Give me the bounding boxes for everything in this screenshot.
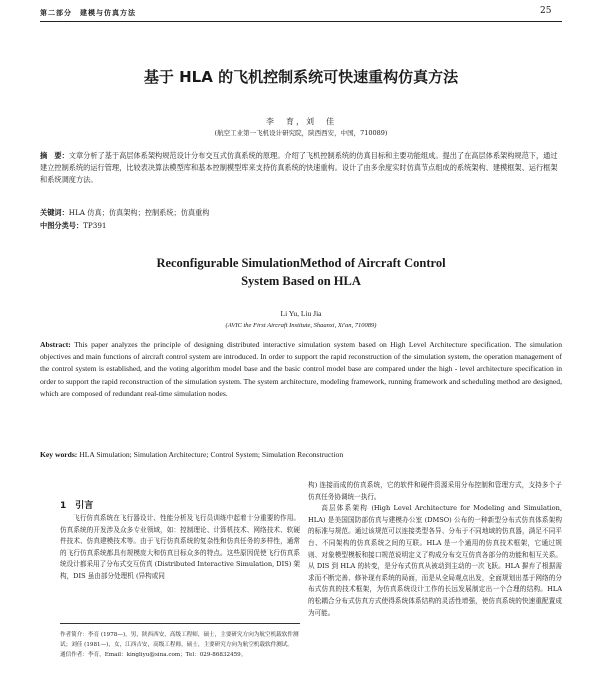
paper-title-en <box>40 254 562 290</box>
abstract-en-label: Abstract: <box>40 340 71 349</box>
keywords-cn-label: 关键词： <box>40 208 69 217</box>
abstract-en <box>40 339 562 400</box>
section-heading-introduction: 1 引言 <box>60 501 94 511</box>
keywords-cn-text: HLA 仿真；仿真架构；控制系统；仿真重构 <box>68 208 210 217</box>
keywords-en <box>40 450 562 459</box>
paper-title-cn: 基于 HLA 的飞机控制系统可快速重构仿真方法 <box>143 68 459 86</box>
body-right-para-1: 构) 连接而成的仿真系统，它的软件和硬件资源采用分布控制和管理方式，支持多个子仿真任务协调统一执行。 <box>308 481 562 501</box>
keywords-cn <box>40 207 562 219</box>
keywords-en-text: HLA Simulation; Simulation Architecture; Control System; Simulation Reconstruction <box>79 450 344 459</box>
abstract-cn-label: 摘 要： <box>40 151 69 160</box>
affiliation-cn: (航空工业第一飞机设计研究院，陕西西安，中国，710089) <box>214 129 388 137</box>
affiliation-en: (AVIC the First Aircraft Institute, Shaanxi, Xi'an, 710089) <box>225 322 377 329</box>
footnotes <box>60 630 300 660</box>
clc-text: TP391 <box>83 221 107 230</box>
keywords-en-label: Key words: <box>40 450 78 459</box>
abstract-cn <box>40 150 562 185</box>
footnote-rule <box>60 623 300 624</box>
footnote-author-bio: 作者简介：李育 (1978—)，男，陕西西安，高级工程师，硕士，主要研究方向为航空机载软件测试；刘佳 (1981—)，女，江西吉安，高级工程师，硕士，主要研究方向为航空机载软件测试。 <box>60 632 299 648</box>
body-column-left: 飞行仿真系统在飞行器设计、性能分析及飞行员训练中起着十分重要的作用。仿真系统的开发涉及众多专业领域，如：控制理论、计算机技术、网络技术、软硬件技术、仿真建模技术等。由于飞行仿真系统的复杂性和仿真任务的多样性，通常的飞行仿真系统都具有规模庞大和仿真目标众多的特点。这些原因促使飞行仿真系统设计都采用了分布式交互仿真 (Distributed Interactive Simulation, DIS) 架构，DIS 虽由部分处理机 (异构或同 <box>60 514 300 580</box>
body-column-right <box>308 480 562 619</box>
abstract-cn-text: 文章分析了基于高层体系架构规范设计分布交互式仿真系统的原理。介绍了飞机控制系统的仿真目标和主要功能组成。提出了在高层体系架构规范下，通过建立控制系统的运行管理，比较表决算法模型库和基本控制模型库来支持仿真系统的快速重构。设计了由多余度实时仿真节点组成的系统架构、建模框架、运行框架和系统调度方法。 <box>40 151 558 184</box>
header-rule <box>40 21 562 22</box>
clc-number <box>40 220 562 232</box>
clc-label: 中图分类号： <box>40 221 84 230</box>
footnote-contact: 通信作者：李育，Email：kingliyu@sina.com；Tel：029-86832459。 <box>60 652 247 658</box>
page-number: 25 <box>540 6 552 16</box>
authors-cn: 李 育，刘 佳 <box>266 117 336 126</box>
title-en-line1: Reconfigurable SimulationMethod of Aircraft Control <box>156 256 446 270</box>
running-header-section: 第二部分 建模与仿真方法 <box>40 8 136 17</box>
body-right-para-2: 高层体系架构 (High Level Architecture for Modeling and Simulation, HLA) 是美国国防部仿真与建模办公室 (DMSO) 公布的一种新型分布式仿真体系架构的标准与规范。通过该规范可以连接类型各异、分布于不同地域的仿真器，满足不同平台、不同架构的仿真系统之间的互联。HLA 是一个通用的仿真技术框架，它通过规则、对象模型模板和接口规范说明定义了构成分布交互仿真各部分的功能和相互关系。从 DIS 到 HLA 的转变，是分布式仿真从被动到主动的一次飞跃。HLA 摒弃了根据需求而不断完善、修补现有系统的局面，而是从全局观点出发，全面规划出基于网络的分布式仿真的技术框架，为仿真系统设计工作的长远发展制定出一个合理的结构。HLA 的松耦合分布式仿真方式使得系统体系结构的灵活性增强，使仿真系统的快速重配置成为可能。 <box>308 504 562 617</box>
title-en-line2: System Based on HLA <box>241 274 361 288</box>
abstract-en-text: This paper analyzes the principle of designing distributed interactive simulation system based on High Level Architecture specification. The simulation objectives and main functions of aircraft control system are introduced. In order to support the rapid reconstruction of the simulation system, the operation management of the control system is established, and the voting algorithm model base and the basic control model base are compared under the high - level architecture specification in order to support the rapid reconstruction of the simulation system. The system architecture, modeling framework, running framework and scheduling method are designed, which are composed of redundant real-time simulation nodes. <box>40 340 562 398</box>
authors-en: Li Yu, Liu Jia <box>280 309 322 318</box>
